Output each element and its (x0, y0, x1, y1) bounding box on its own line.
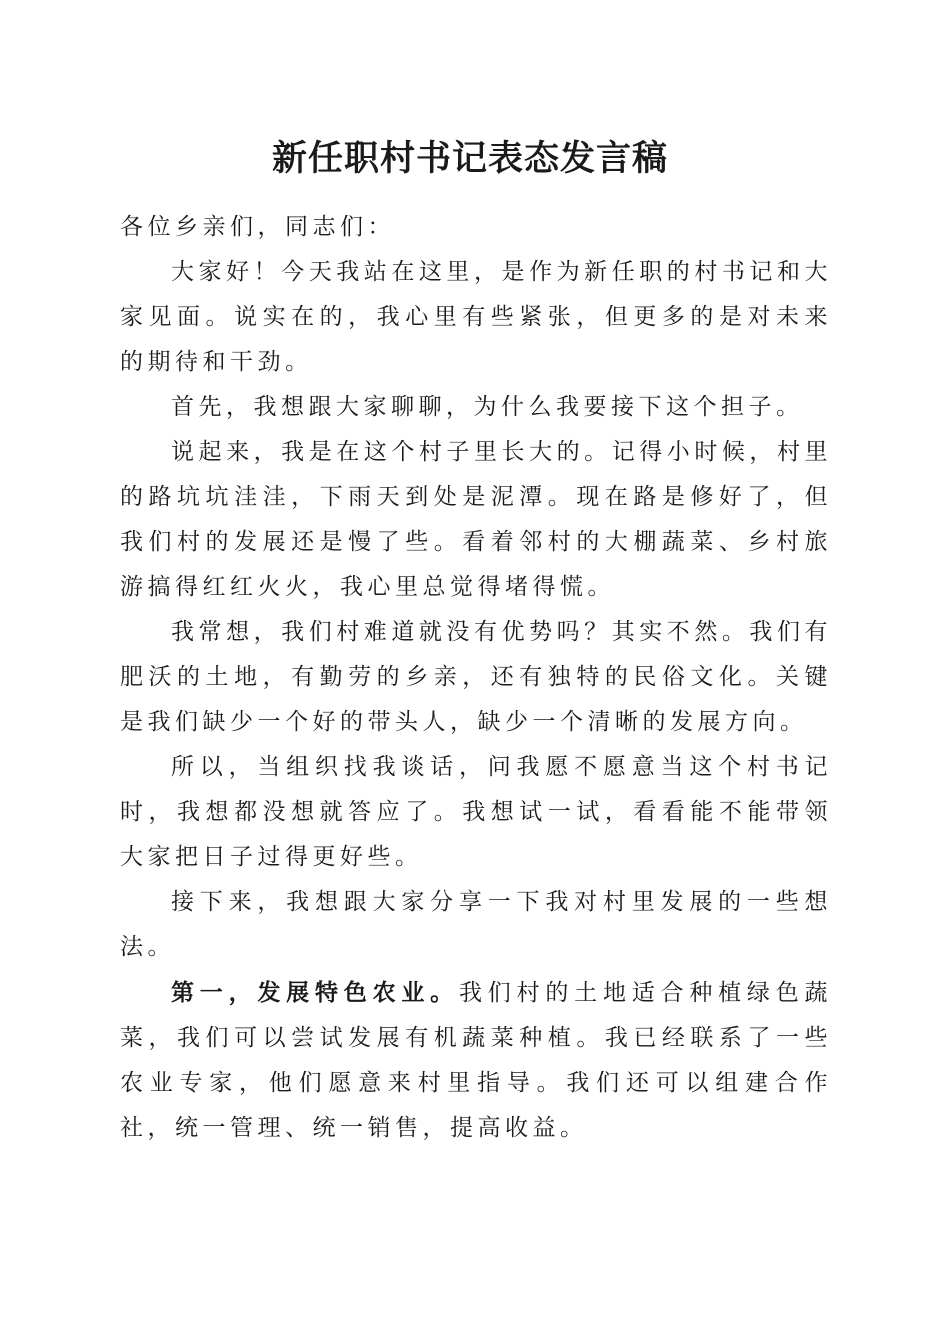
paragraph-ideas-intro: 接下来，我想跟大家分享一下我对村里发展的一些想法。 (120, 889, 832, 960)
point-one-heading: 第一，发展特色农业。 (171, 979, 459, 1006)
document-title: 新任职村书记表态发言稿 (271, 138, 668, 179)
paragraph-reason-intro: 首先，我想跟大家聊聊，为什么我要接下这个担子。 (171, 394, 804, 420)
paragraph-childhood: 说起来，我是在这个村子里长大的。记得小时候，村里的路坑坑洼洼，下雨天到处是泥潭。现在路是修好了，但我们村的发展还是慢了些。看着邻村的大棚蔬菜、乡村旅游搞得红红火火，我心里总觉得堵得慌。 (120, 439, 832, 600)
paragraph-advantages: 我常想，我们村难道就没有优势吗？其实不然。我们有肥沃的土地，有勤劳的乡亲，还有独特的民俗文化。关键是我们缺少一个好的带头人，缺少一个清晰的发展方向。 (120, 619, 832, 735)
document-body (120, 205, 832, 1151)
point-one-text: 我们村的土地适合种植绿色蔬菜，我们可以尝试发展有机蔬菜种植。我已经联系了一些农业专家，他们愿意来村里指导。我们还可以组建合作社，统一管理、统一销售，提高收益。 (120, 980, 833, 1141)
paragraph-acceptance: 所以，当组织找我谈话，问我愿不愿意当这个村书记时，我想都没想就答应了。我想试一试，看看能不能带领大家把日子过得更好些。 (120, 754, 832, 870)
paragraph-point-one (120, 970, 832, 1151)
paragraph-greeting: 大家好！今天我站在这里，是作为新任职的村书记和大家见面。说实在的，我心里有些紧张，但更多的是对未来的期待和干劲。 (120, 259, 832, 375)
salutation: 各位乡亲们，同志们： (120, 214, 395, 240)
